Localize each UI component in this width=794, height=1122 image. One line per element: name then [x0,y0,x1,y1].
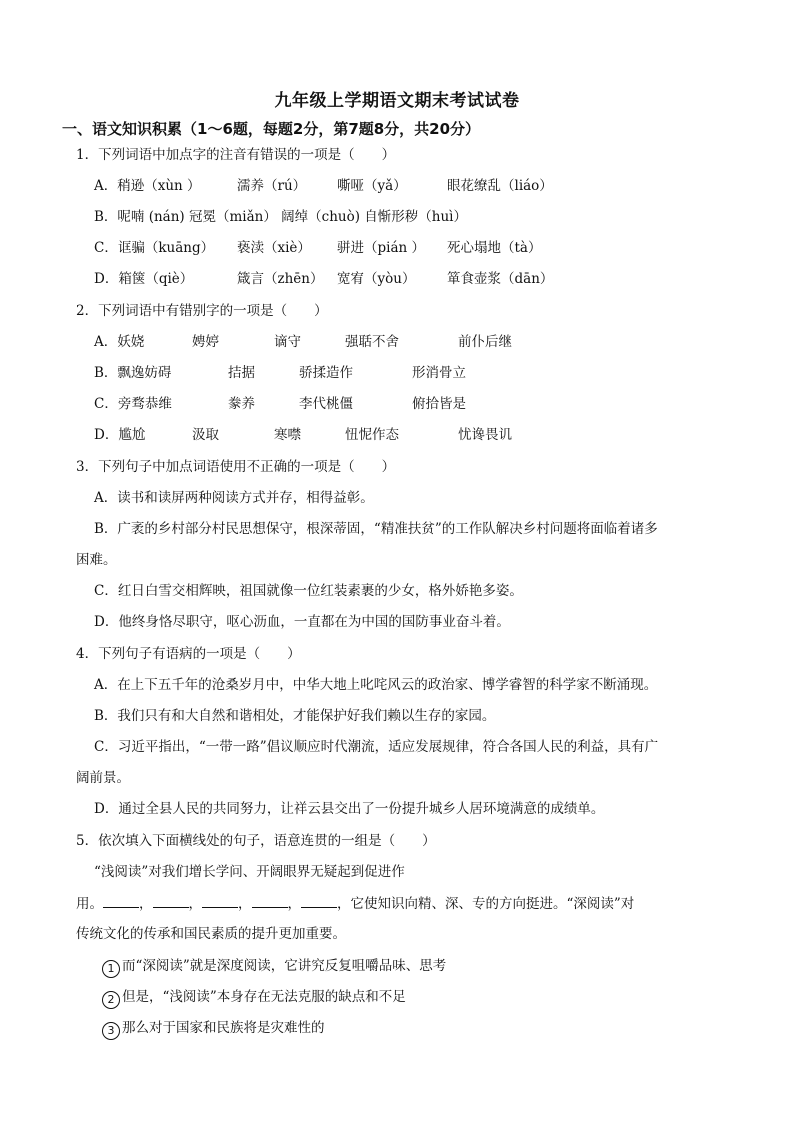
q4-option-c-line2: 阔前景。 [76,770,130,786]
q2-option-d: D．尴尬 汲取 寒噤 忸怩作态 忧谗畏讥 [94,427,512,443]
q3-option-a: A．读书和读屏两种阅读方式并存，相得益彰。 [94,490,374,506]
q4-option-c-line1: C．习近平指出，“一带一路”倡议顺应时代潮流，适应发展规律，符合各国人民的利益，具有广 [94,739,659,755]
q5-passage-line2: 用。 ， ， ， ， ，它使知识向精、深、专的方向挺进。“深阅读”对 [76,896,635,912]
answer-blank[interactable] [103,894,139,908]
circled-number: 2 [102,991,120,1009]
q3-stem: 3．下列句子中加点词语使用不正确的一项是（ ） [76,459,396,475]
q5-sentence-1: 1 而“深阅读”就是深度阅读，它讲究反复咀嚼品味、思考 [102,957,446,978]
answer-blank[interactable] [301,894,337,908]
q2-option-c: C．旁骛恭维 豢养 李代桃僵 俯拾皆是 [94,396,466,412]
q5-passage-line1: “浅阅读”对我们增长学问、开阔眼界无疑起到促进作 [94,864,405,880]
q2-stem: 2．下列词语中有错别字的一项是（ ） [76,303,328,319]
answer-blank[interactable] [153,894,189,908]
circled-number: 3 [102,1022,120,1040]
q4-option-a: A．在上下五千年的沧桑岁月中，中华大地上叱咤风云的政治家、博学睿智的科学家不断涌现。 [94,677,658,693]
q5-passage-line3: 传统文化的传承和国民素质的提升更加重要。 [76,926,346,942]
circled-number: 1 [102,960,120,978]
answer-blank[interactable] [252,894,288,908]
q1-option-a: A．稍逊（xùn ） 濡养（rú） 嘶哑（yǎ） 眼花缭乱（liáo） [94,178,553,194]
q5-sentence-2: 2 但是，“浅阅读”本身存在无法克服的缺点和不足 [102,988,406,1009]
answer-blank[interactable] [202,894,238,908]
q4-option-d: D．通过全县人民的共同努力，让祥云县交出了一份提升城乡人居环境满意的成绩单。 [94,801,605,817]
q5-stem: 5．依次填入下面横线处的句子，语意连贯的一组是（ ） [76,833,436,849]
q2-option-b: B．飘逸妨碍 拮据 骄揉造作 形消骨立 [94,365,466,381]
q5-sentence-3: 3 那么对于国家和民族将是灾难性的 [102,1019,325,1040]
q1-option-c: C．诓骗（kuāng） 亵渎（xiè） 骈进（pián ） 死心塌地（tà） [94,240,542,256]
q2-option-a: A．妖娆 娉婷 谪守 强聒不舍 前仆后继 [94,334,512,350]
q4-option-b: B．我们只有和大自然和谐相处，才能保护好我们赖以生存的家园。 [94,708,496,724]
q1-stem: 1．下列词语中加点字的注音有错误的一项是（ ） [76,147,396,163]
q3-option-b-line1: B．广袤的乡村部分村民思想保守，根深蒂固，“精准扶贫”的工作队解决乡村问题将面临着诸多 [94,521,658,537]
q3-option-b-line2: 困难。 [76,552,117,568]
q1-option-b: B．呢喃 (nán) 冠冕（miǎn） 阔绰（chuò) 自惭形秽（huì） [94,209,467,225]
q3-option-c: C．红日白雪交相辉映，祖国就像一位红装素裹的少女，格外娇艳多姿。 [94,583,523,599]
page-title: 九年级上学期语文期末考试试卷 [274,91,520,111]
q1-option-d: D．箱箧（qiè） 箴言（zhēn） 宽宥（yòu） 箪食壶浆（dān） [94,271,554,287]
q4-stem: 4．下列句子有语病的一项是（ ） [76,646,301,662]
section-heading: 一、语文知识积累（1～6题，每题2分，第7题8分，共20分） [62,120,481,138]
q3-option-d: D．他终身恪尽职守，呕心沥血，一直都在为中国的国防事业奋斗着。 [94,614,510,630]
